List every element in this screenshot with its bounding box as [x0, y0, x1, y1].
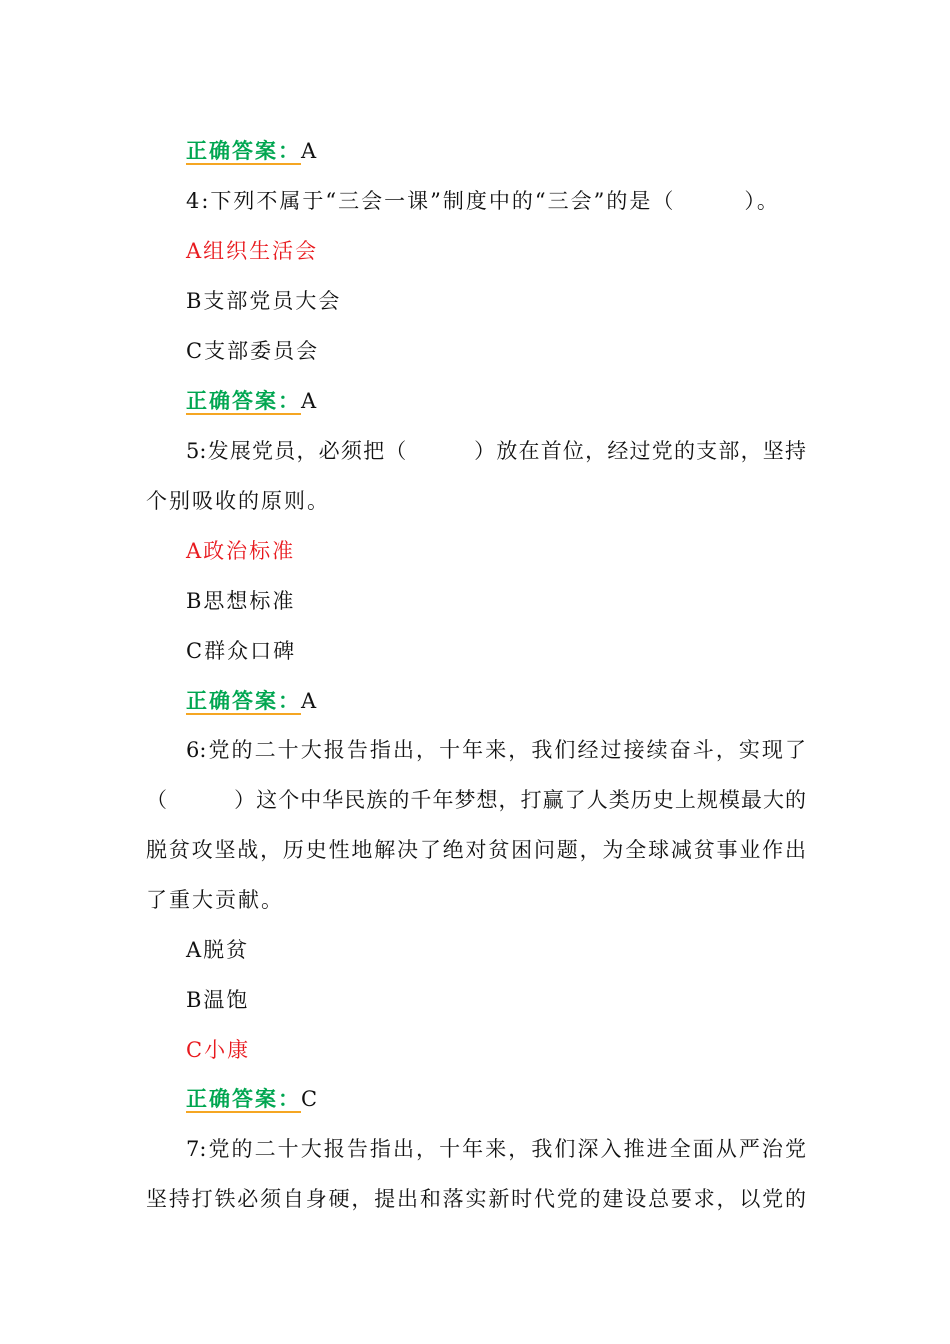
option-q6-a: A脱贫 [186, 938, 250, 962]
answer-label: 正确答案： [186, 688, 301, 713]
question-q7-line-2: 坚持打铁必须自身硬，提出和落实新时代党的建设总要求，以党的 [146, 1187, 806, 1211]
question-q4: 4:下列不属于“三会一课”制度中的“三会”的是（ ）。 [186, 189, 780, 213]
option-q5-b: B思想标准 [186, 589, 296, 613]
answer-line-q5 [186, 686, 846, 716]
answer-value: C [301, 1087, 320, 1111]
answer-line-q4 [186, 386, 846, 416]
answer-label: 正确答案： [186, 1086, 301, 1111]
option-q4-a: A组织生活会 [186, 239, 319, 263]
option-q6-b: B温饱 [186, 988, 250, 1012]
question-q6-line-2: （ ）这个中华民族的千年梦想，打赢了人类历史上规模最大的 [146, 788, 806, 812]
question-q7-line-1: 7:党的二十大报告指出，十年来，我们深入推进全面从严治党 [186, 1137, 806, 1161]
answer-value: A [301, 139, 319, 163]
option-q4-b: B支部党员大会 [186, 289, 342, 313]
option-q5-a: A政治标准 [186, 539, 296, 563]
option-q5-c: C群众口碑 [186, 639, 297, 663]
answer-label: 正确答案： [186, 388, 301, 413]
answer-line-q6 [186, 1084, 846, 1114]
option-q4-c: C支部委员会 [186, 339, 320, 363]
question-q6-line-1: 6:党的二十大报告指出，十年来，我们经过接续奋斗，实现了 [186, 738, 806, 762]
answer-value: A [301, 689, 319, 713]
option-q6-c: C小康 [186, 1038, 251, 1062]
question-q6-line-4: 了重大贡献。 [146, 888, 284, 912]
question-q5-line-1: 5:发展党员，必须把（ ）放在首位，经过党的支部，坚持 [186, 439, 806, 463]
question-q5-line-2: 个别吸收的原则。 [146, 489, 330, 513]
question-q6-line-3: 脱贫攻坚战，历史性地解决了绝对贫困问题，为全球减贫事业作出 [146, 838, 806, 862]
answer-value: A [301, 389, 319, 413]
answer-label: 正确答案： [186, 138, 301, 163]
answer-line-q3 [186, 136, 846, 166]
